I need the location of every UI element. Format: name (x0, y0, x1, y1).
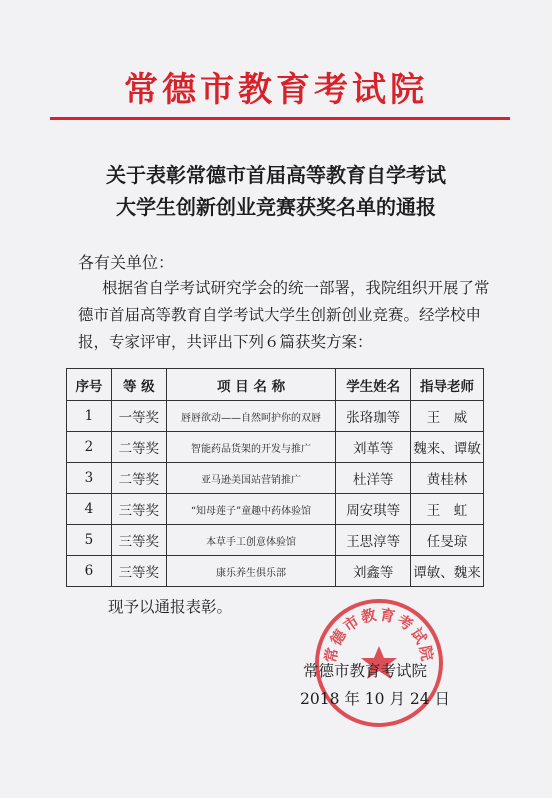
cell-project-name: 唇唇欲动——自然呵护你的双唇 (166, 401, 336, 432)
cell-advisor: 任旻琼 (411, 525, 484, 556)
cell-student-name: 刘革等 (336, 432, 411, 463)
document-title-line-1: 关于表彰常德市首届高等教育自学考试 (106, 163, 446, 187)
cell-award-level: 一等奖 (111, 401, 166, 432)
header-award-level: 等 级 (111, 369, 166, 401)
cell-student-name: 杜洋等 (336, 463, 411, 494)
cell-advisor: 王 威 (411, 401, 484, 432)
table-row (67, 525, 484, 556)
table-row (67, 556, 484, 587)
header-index: 序号 (67, 369, 112, 401)
cell-project-name: 本草手工创意体验馆 (166, 525, 336, 556)
header-student-name: 学生姓名 (336, 369, 411, 401)
table-row (67, 401, 484, 432)
table-header-row (67, 369, 484, 401)
table-row (67, 463, 484, 494)
cell-index: 4 (67, 494, 112, 525)
cell-index: 5 (67, 525, 112, 556)
cell-advisor: 黄桂林 (411, 463, 484, 494)
cell-award-level: 三等奖 (111, 525, 166, 556)
cell-index: 1 (67, 401, 112, 432)
cell-award-level: 二等奖 (111, 432, 166, 463)
cell-advisor: 谭敏、魏来 (411, 556, 484, 587)
closing-statement: 现予以通报表彰。 (108, 598, 233, 616)
cell-index: 2 (67, 432, 112, 463)
body-paragraph: 根据省自学考试研究学会的统一部署，我院组织开展了常德市首届高等教育自学考试大学生创新创业竞赛。经学校申报，专家评审，共评出下列６篇获奖方案： (78, 279, 490, 351)
signature-date: 2018 年 10 月 24 日 (300, 690, 451, 708)
cell-index: 3 (67, 463, 112, 494)
cell-student-name: 王思淳等 (336, 525, 411, 556)
masthead-title: 常德市教育考试院 (124, 70, 428, 110)
cell-student-name: 张珞珈等 (336, 401, 411, 432)
header-project-name: 项 目 名 称 (166, 369, 336, 401)
cell-project-name: “知母莲子”童趣中药体验馆 (166, 494, 336, 525)
header-advisor: 指导老师 (411, 369, 484, 401)
cell-award-level: 三等奖 (111, 494, 166, 525)
cell-student-name: 周安琪等 (336, 494, 411, 525)
cell-project-name: 智能药品货架的开发与推广 (166, 432, 336, 463)
salutation: 各有关单位： (78, 253, 175, 272)
masthead-divider (50, 117, 510, 120)
table-row (67, 494, 484, 525)
cell-advisor: 魏来、谭敏 (411, 432, 484, 463)
cell-project-name: 亚马逊美国站营销推广 (166, 463, 336, 494)
cell-student-name: 刘鑫等 (336, 556, 411, 587)
cell-index: 6 (67, 556, 112, 587)
cell-award-level: 三等奖 (111, 556, 166, 587)
document-title-line-2: 大学生创新创业竞赛获奖名单的通报 (116, 195, 436, 219)
table-row (67, 432, 484, 463)
cell-advisor: 王 虹 (411, 494, 484, 525)
cell-award-level: 二等奖 (111, 463, 166, 494)
signature-organization: 常德市教育考试院 (303, 662, 428, 680)
cell-project-name: 康乐养生俱乐部 (166, 556, 336, 587)
seal-text-path: 常德市教育考试院 (321, 605, 437, 665)
awards-table (66, 368, 484, 587)
